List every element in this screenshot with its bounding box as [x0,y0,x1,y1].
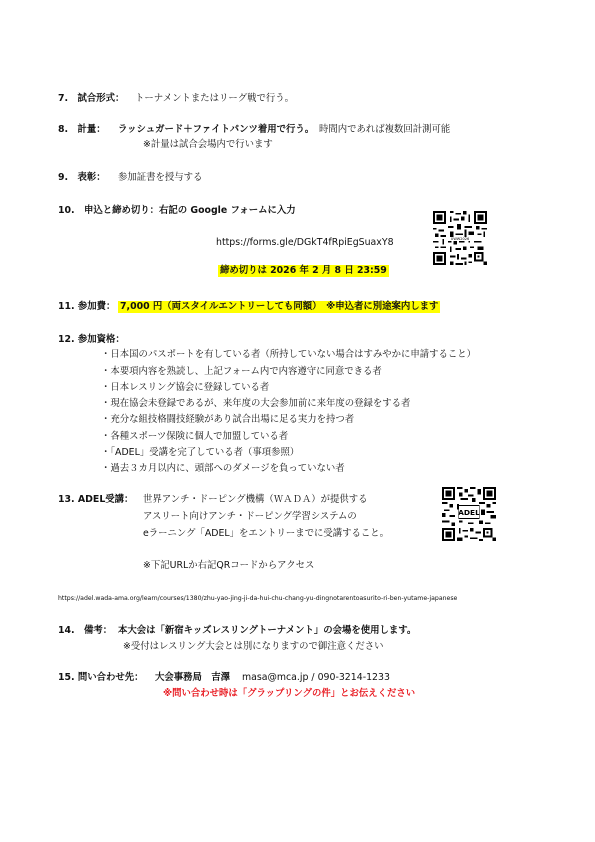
adel-line: アスリート向けアンチ・ドーピング学習システムの [143,511,357,522]
eligibility-item: ・各種スポーツ保険に個人で加盟している者 [101,431,289,442]
section-14-heading: 14. 備考： [58,625,113,636]
section-9-body: 参加証書を授与する [118,172,203,183]
eligibility-item: ・日本国のパスポートを有している者（所持していない場合はすみやかに申請すること） [101,349,477,360]
section-10-heading: 10. 申込と締め切り：右記の Google フォームに入力 [58,205,296,216]
eligibility-item: ・「ADEL」受講を完了している者（事項参照） [101,447,300,458]
section-8-body: 時間内であれば複数回計測可能 [319,124,451,135]
adel-line: eラーニング「ADEL」をエントリーまでに受講すること。 [143,528,389,539]
section-8-heading: 8. 計量： [58,124,106,135]
section-7-heading: 7. 試合形式： [58,93,125,104]
deadline-text: 締め切りは 2026 年 2 月 8 日 23:59 [220,265,387,276]
contact-note: ※問い合わせ時は「グラップリングの件」とお伝えください [163,688,416,699]
eligibility-item: ・充分な組技格闘技経験があり試合出場に足る実力を持つ者 [101,414,355,425]
adel-url[interactable]: https://adel.wada-ama.org/learn/courses/1380/zhu-yao-jing-ji-da-hui-chu-chang-yu-dingnotarentoasurito-ri-ben-yutame-japanese [58,595,458,602]
qr-code-icon[interactable] [442,487,496,541]
adel-note: ※下記URLか右記QRコードからアクセス [143,560,315,571]
section-7-body: トーナメントまたはリーグ戦で行う。 [135,93,295,104]
contact-details: masa@mca.jp / 090-3214-1233 [242,672,390,683]
section-11-heading: 11. 参加費： [58,301,116,312]
section-13-heading: 13. ADEL受講： [58,494,134,505]
section-15-heading: 15. 問い合わせ先： [58,672,144,683]
eligibility-item: ・日本レスリング協会に登録している者 [101,382,270,393]
qr-code-icon[interactable] [433,211,487,265]
section-14-body: 本大会は「新宿キッズレスリングトーナメント」の会場を使用します。 [118,625,417,636]
qr-caption: UWW2026 [450,237,470,242]
fee-text: 7,000 円（両スタイルエントリーしても同額） ※申込者に別途案内します [120,301,439,312]
eligibility-item: ・本要項内容を熟読し、上記フォーム内で内容遵守に同意できる者 [101,366,382,377]
section-14-note: ※受付はレスリング大会とは別になりますので御注意ください [123,641,384,652]
section-8-body-bold: ラッシュガード＋ファイトパンツ着用で行う。 [118,124,315,135]
qr-caption: ADEL [458,507,480,517]
adel-line: 世界アンチ・ドーピング機構（ＷＡＤＡ）が提供する [143,494,368,505]
section-9-heading: 9. 表彰： [58,172,106,183]
section-12-heading: 12. 参加資格： [58,334,125,345]
eligibility-item: ・過去３カ月以内に、頭部へのダメージを負っていない者 [101,463,345,474]
section-8-note: ※計量は試合会場内で行います [143,139,273,150]
contact-office: 大会事務局 吉澤 [155,672,231,683]
eligibility-item: ・現在協会未登録であるが、来年度の大会参加前に来年度の登録をする者 [101,398,411,409]
form-url[interactable]: https://forms.gle/DGkT4fRpiEgSuaxY8 [216,237,394,248]
